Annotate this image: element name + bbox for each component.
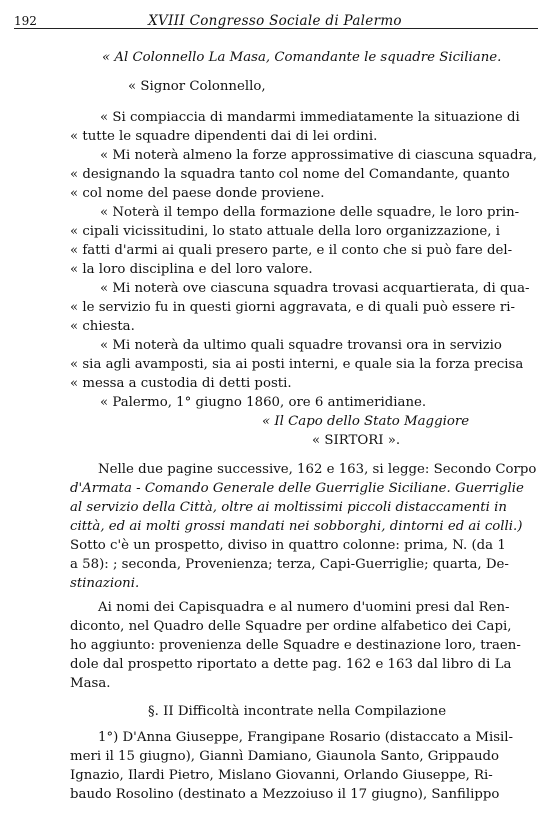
body-line: Nelle due pagine successive, 162 e 163, si legge: Secondo Corpo <box>98 462 537 477</box>
body-line: meri il 15 giugno), Giannì Damiano, Giaunola Santo, Grippaudo <box>70 749 500 764</box>
letter-line: « col nome del paese donde proviene. <box>70 186 325 201</box>
letter-line: « le servizio fu in questi giorni aggravata, e di quali può essere ri- <box>70 300 515 315</box>
letter-line: « messa a custodia di detti posti. <box>70 376 292 391</box>
body-line: Ignazio, Ilardi Pietro, Mislano Giovanni, Orlando Giuseppe, Ri- <box>70 768 493 783</box>
body-line: diconto, nel Quadro delle Squadre per ordine alfabetico dei Capi, <box>70 619 512 634</box>
letter-line: « chiesta. <box>70 319 135 334</box>
letter-line: « sia agli avamposti, sia ai posti interni, e quale sia la forza precisa <box>70 357 524 372</box>
letter-address: « Al Colonnello La Masa, Comandante le squadre Siciliane. <box>102 50 502 65</box>
page-number: 192 <box>14 14 37 28</box>
letter-line: « Mi noterà almeno la forze approssimative di ciascuna squadra, <box>100 148 537 163</box>
body-line: dole dal prospetto riportato a dette pag. 162 e 163 dal libro di La <box>70 657 512 672</box>
page-header <box>0 8 550 30</box>
signature-name: « SIRTORI ». <box>312 433 401 448</box>
body-line: a 58): ; seconda, Provenienza; terza, Capi-Guerriglie; quarta, De- <box>70 557 509 572</box>
letter-line: « fatti d'armi ai quali presero parte, e il conto che si può fare del- <box>70 243 513 258</box>
letter-line: « Si compiaccia di mandarmi immediatamente la situazione di <box>100 110 520 125</box>
body-line: 1°) D'Anna Giuseppe, Frangipane Rosario (distaccato a Misil- <box>98 730 514 745</box>
letter-salutation: « Signor Colonnello, <box>128 79 266 94</box>
letter-line: « la loro disciplina e del loro valore. <box>70 262 313 277</box>
body-line: Ai nomi dei Capisquadra e al numero d'uomini presi dal Ren- <box>98 600 510 615</box>
signature-title: « Il Capo dello Stato Maggiore <box>262 414 470 429</box>
body-line: Sotto c'è un prospetto, diviso in quattro colonne: prima, N. (da 1 <box>70 538 506 553</box>
letter-line: « Mi noterà ove ciascuna squadra trovasi acquartierata, di qua- <box>100 281 530 296</box>
letter-line: « designando la squadra tanto col nome del Comandante, quanto <box>70 167 510 182</box>
body-line: ho aggiunto: provenienza delle Squadre e destinazione loro, traen- <box>70 638 521 653</box>
body-line: Masa. <box>70 676 111 691</box>
letter-date: « Palermo, 1° giugno 1860, ore 6 antimeridiane. <box>100 395 427 410</box>
body-line: città, ed ai molti grossi mandati nei sobborghi, dintorni ed ai colli.) <box>70 519 523 534</box>
header-rule <box>14 28 538 29</box>
body-line: baudo Rosolino (destinato a Mezzoiuso il 17 giugno), Sanfilippo <box>70 787 500 802</box>
letter-line: « Mi noterà da ultimo quali squadre trovansi ora in servizio <box>100 338 502 353</box>
section-heading: §. II Difficoltà incontrate nella Compilazione <box>148 704 447 719</box>
body-line: d'Armata - Comando Generale delle Guerriglie Siciliane. Guerriglie <box>70 481 524 496</box>
body-line: stinazioni. <box>70 576 140 591</box>
letter-line: « Noterà il tempo della formazione delle squadre, le loro prin- <box>100 205 520 220</box>
letter-line: « cipali vicissitudini, lo stato attuale della loro organizzazione, i <box>70 224 500 239</box>
running-title: XVIII Congresso Sociale di Palermo <box>148 13 402 29</box>
body-line: al servizio della Città, oltre ai moltissimi piccoli distaccamenti in <box>70 500 507 515</box>
letter-line: « tutte le squadre dipendenti dai di lei ordini. <box>70 129 378 144</box>
